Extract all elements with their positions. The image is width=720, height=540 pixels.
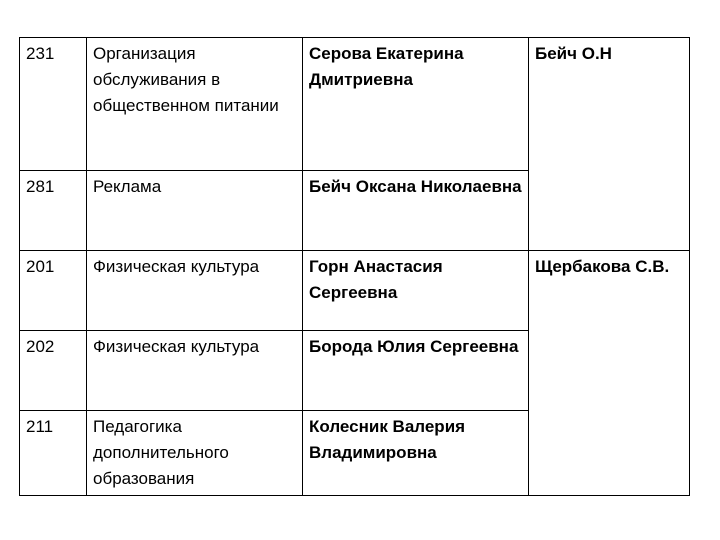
supervisor-cell: Бейч О.Н — [529, 38, 690, 251]
subject-cell: Физическая культура — [87, 251, 303, 331]
subject-cell: Физическая культура — [87, 331, 303, 411]
subject-cell: Реклама — [87, 171, 303, 251]
student-name-cell: Бейч Оксана Николаевна — [303, 171, 529, 251]
student-name-cell: Горн Анастасия Сергеевна — [303, 251, 529, 331]
table-row — [20, 38, 690, 171]
group-code-cell: 231 — [20, 38, 87, 171]
subject-cell: Организация обслуживания в общественном питании — [87, 38, 303, 171]
schedule-table — [19, 37, 690, 496]
group-code-cell: 211 — [20, 411, 87, 496]
table-row — [20, 251, 690, 331]
supervisor-cell: Щербакова С.В. — [529, 251, 690, 496]
group-code-cell: 201 — [20, 251, 87, 331]
group-code-cell: 281 — [20, 171, 87, 251]
student-name-cell: Колесник Валерия Владимировна — [303, 411, 529, 496]
group-code-cell: 202 — [20, 331, 87, 411]
student-name-cell: Серова Екатерина Дмитриевна — [303, 38, 529, 171]
subject-cell: Педагогика дополнительного образования — [87, 411, 303, 496]
student-name-cell: Борода Юлия Сергеевна — [303, 331, 529, 411]
